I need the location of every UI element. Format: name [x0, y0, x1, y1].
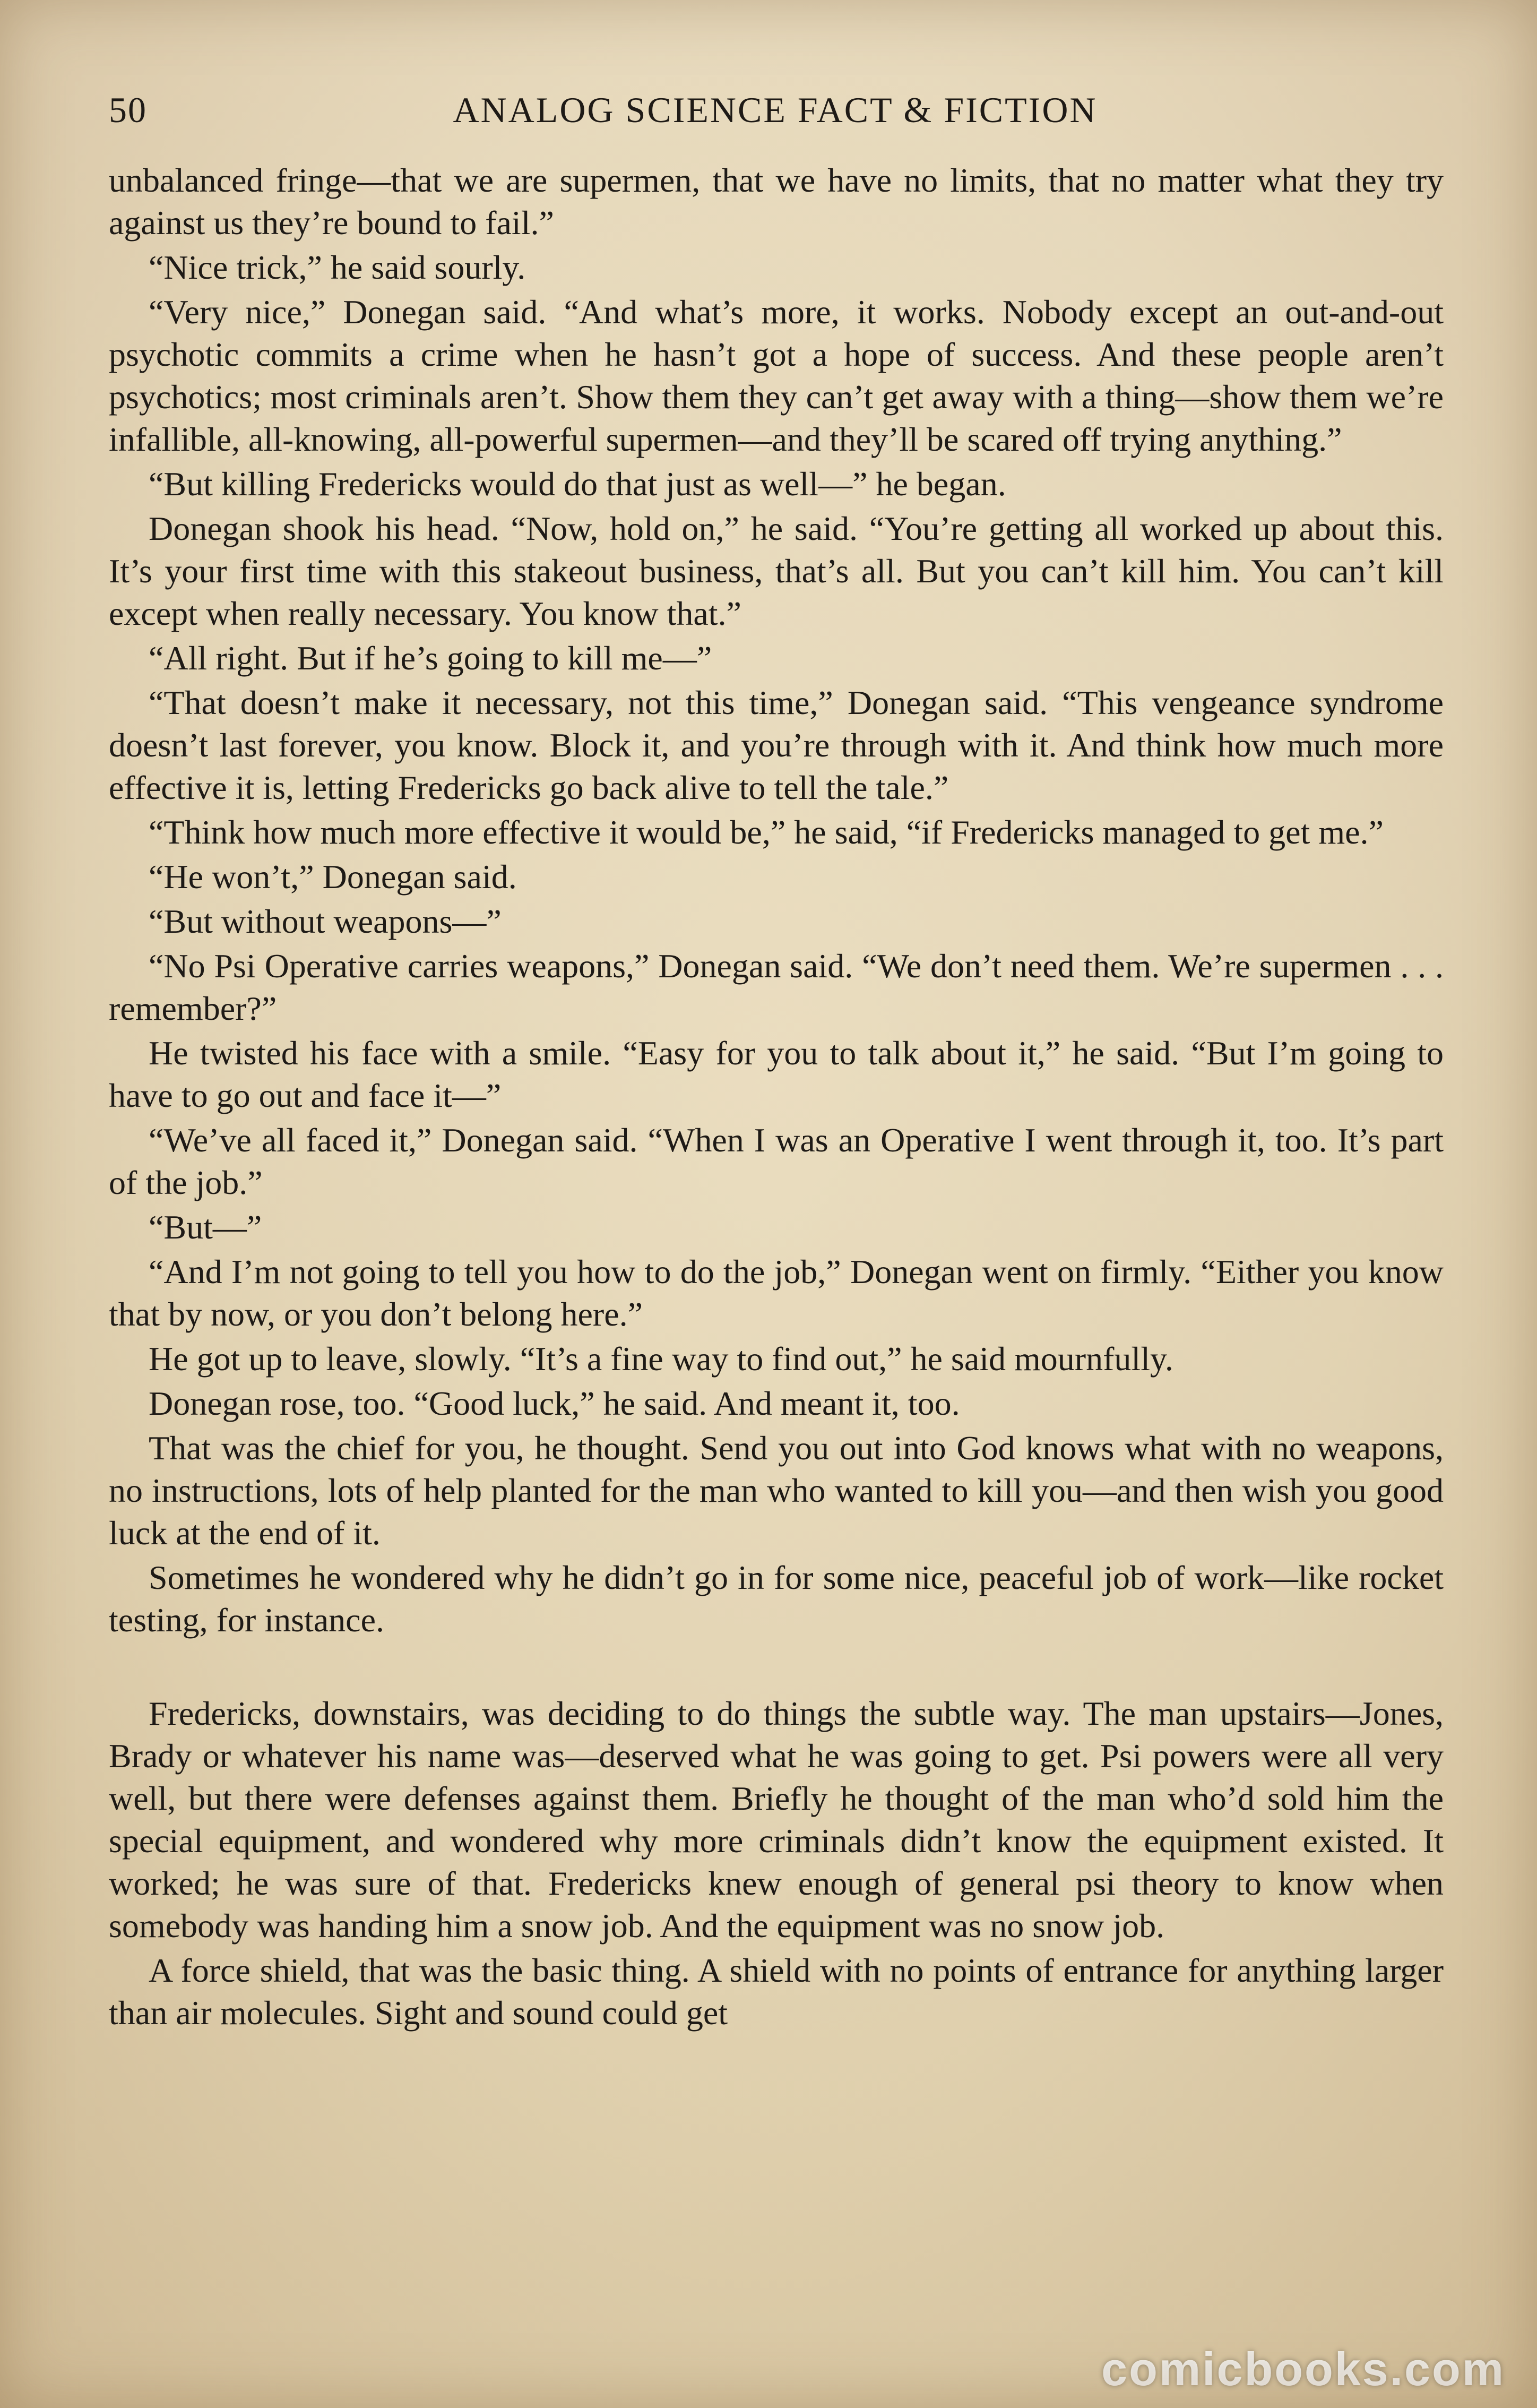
- watermark: comicbooks.com: [1101, 2343, 1505, 2395]
- paragraph: “But—”: [149, 1208, 262, 1246]
- paragraph: “We’ve all faced it,” Donegan said. “When I was an Operative I went through it, too. It’s part of the job.”: [109, 1121, 1444, 1201]
- paragraph: Donegan rose, too. “Good luck,” he said. And meant it, too.: [149, 1384, 960, 1422]
- paragraph: unbalanced fringe—that we are supermen, that we have no limits, that no matter what they try against us they’re bound to fail.”: [109, 161, 1444, 242]
- paragraph: Donegan shook his head. “Now, hold on,” he said. “You’re getting all worked up about this. It’s your first time with this stakeout business, that’s all. But you can’t kill him. You can’t kill except when really necessary. You know that.”: [109, 510, 1444, 632]
- paragraph: That was the chief for you, he thought. Send you out into God knows what with no weapons, no instructions, lots of help planted for the man who wanted to kill you—and then wish you good luck at the end of it.: [109, 1429, 1444, 1552]
- paragraph: “But killing Fredericks would do that just as well—” he began.: [149, 465, 1006, 503]
- body-text: [109, 159, 1444, 2036]
- paragraph: “No Psi Operative carries weapons,” Donegan said. “We don’t need them. We’re supermen . . . remember?”: [109, 947, 1444, 1027]
- paragraph: He got up to leave, slowly. “It’s a fine way to find out,” he said mournfully.: [149, 1340, 1173, 1378]
- paragraph: “That doesn’t make it necessary, not this time,” Donegan said. “This vengeance syndrome doesn’t last forever, you know. Block it, and you’re through with it. And think how much more effective it is, letting Fredericks go back alive to tell the tale.”: [109, 684, 1444, 806]
- paragraph: A force shield, that was the basic thing. A shield with no points of entrance for anything larger than air molecules. Sight and sound could get: [109, 1951, 1444, 2032]
- paragraph: “He won’t,” Donegan said.: [149, 858, 517, 896]
- paragraph: “All right. But if he’s going to kill me—”: [149, 639, 712, 677]
- running-head: ANALOG SCIENCE FACT & FICTION: [453, 90, 1098, 130]
- paragraph: Sometimes he wondered why he didn’t go in for some nice, peaceful job of work—like rocket testing, for instance.: [109, 1559, 1444, 1639]
- section-break: [109, 1644, 1444, 1692]
- paragraph: Fredericks, downstairs, was deciding to do things the subtle way. The man upstairs—Jones, Brady or whatever his name was—deserved what he was going to get. Psi powers were all very well, but there were defenses against them. Briefly he thought of the man who’d sold him the special equipment, and wondered why more criminals didn’t know the equipment existed. It worked; he was sure of that. Fredericks knew enough of general psi theory to know when somebody was handing him a snow job. And the equipment was no snow job.: [109, 1695, 1444, 1945]
- paragraph: “Nice trick,” he said sourly.: [149, 248, 526, 286]
- paragraph: “Very nice,” Donegan said. “And what’s more, it works. Nobody except an out-and-out psychotic commits a crime when he hasn’t got a hope of success. And these people aren’t psychotics; most criminals aren’t. Show them they can’t get away with a thing—show them we’re infallible, all-knowing, all-powerful supermen—and they’ll be scared off trying anything.”: [109, 293, 1444, 458]
- page-header: [109, 80, 1441, 130]
- paragraph: He twisted his face with a smile. “Easy for you to talk about it,” he said. “But I’m going to have to go out and face it—”: [109, 1034, 1444, 1114]
- page-number: 50: [109, 90, 147, 130]
- paragraph: “And I’m not going to tell you how to do the job,” Donegan went on firmly. “Either you know that by now, or you don’t belong here.”: [109, 1253, 1444, 1333]
- paragraph: “But without weapons—”: [149, 902, 502, 940]
- paragraph: “Think how much more effective it would be,” he said, “if Fredericks managed to get me.”: [149, 813, 1384, 851]
